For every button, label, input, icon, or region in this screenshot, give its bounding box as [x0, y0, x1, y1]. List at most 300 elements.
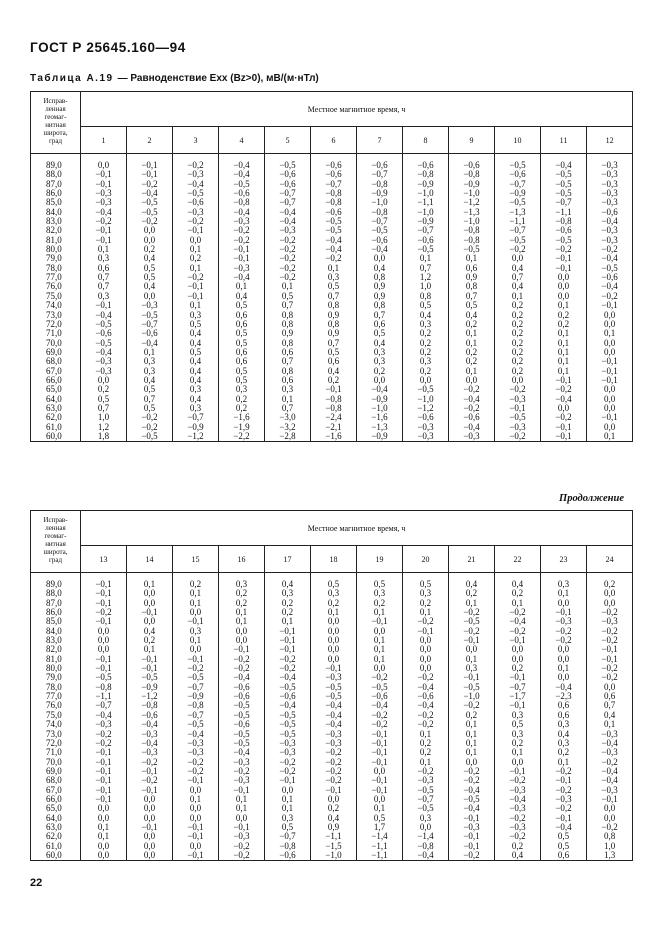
value-cell: −0,2 — [403, 711, 449, 720]
value-cell: −0,5 — [311, 226, 357, 235]
value-cell: 0,4 — [311, 367, 357, 376]
value-cell: −0,3 — [587, 180, 633, 189]
value-cell: −0,2 — [311, 748, 357, 757]
hour-header: 7 — [357, 127, 403, 154]
value-cell: −0,8 — [311, 198, 357, 207]
value-cell: −0,3 — [81, 720, 127, 729]
value-cell: 0,4 — [449, 311, 495, 320]
value-cell: 0,3 — [219, 580, 265, 589]
value-cell: −0,2 — [173, 758, 219, 767]
value-cell: −0,2 — [541, 804, 587, 813]
value-cell: −1,2 — [127, 692, 173, 701]
value-cell: 0,4 — [173, 357, 219, 366]
value-cell: −1,0 — [357, 198, 403, 207]
value-cell: 0,1 — [449, 730, 495, 739]
value-cell: 0,0 — [81, 627, 127, 636]
hour-header-row — [31, 127, 633, 154]
value-cell: −0,8 — [311, 404, 357, 413]
value-cell: −0,6 — [587, 273, 633, 282]
value-cell: 0,3 — [173, 385, 219, 394]
hour-header: 2 — [127, 127, 173, 154]
latitude-cell: 69,0 — [31, 348, 81, 357]
value-cell: −0,6 — [403, 692, 449, 701]
value-cell: −0,3 — [173, 739, 219, 748]
value-cell: 0,5 — [541, 842, 587, 851]
value-cell: −0,2 — [587, 823, 633, 832]
value-cell: 0,2 — [495, 842, 541, 851]
latitude-cell: 63,0 — [31, 823, 81, 832]
value-cell: 0,0 — [541, 404, 587, 413]
value-cell: −0,1 — [357, 617, 403, 626]
value-cell: 0,7 — [587, 701, 633, 710]
value-cell: −0,8 — [403, 170, 449, 179]
value-cell: −0,4 — [311, 711, 357, 720]
value-cell: −0,1 — [495, 767, 541, 776]
value-cell: 0,3 — [357, 357, 403, 366]
value-cell: 0,5 — [357, 580, 403, 589]
value-cell: −0,3 — [495, 786, 541, 795]
value-cell: 0,5 — [127, 273, 173, 282]
latitude-cell: 82,0 — [31, 645, 81, 654]
value-cell: 0,1 — [541, 664, 587, 673]
value-cell: 0,1 — [449, 748, 495, 757]
latitude-cell: 60,0 — [31, 432, 81, 442]
value-cell: −0,5 — [127, 432, 173, 442]
value-cell: −1,5 — [311, 842, 357, 851]
value-cell: 0,0 — [541, 292, 587, 301]
value-cell: 0,5 — [311, 282, 357, 291]
value-cell: −0,4 — [265, 217, 311, 226]
latitude-cell: 85,0 — [31, 617, 81, 626]
hour-header: 13 — [81, 546, 127, 573]
value-cell: 0,6 — [449, 264, 495, 273]
value-cell: −0,2 — [127, 776, 173, 785]
value-cell: −0,3 — [311, 730, 357, 739]
value-cell: −0,4 — [311, 701, 357, 710]
value-cell: 0,0 — [173, 645, 219, 654]
value-cell: −0,5 — [403, 245, 449, 254]
value-cell: −0,6 — [219, 720, 265, 729]
value-cell: −0,3 — [587, 617, 633, 626]
value-cell: −0,9 — [403, 217, 449, 226]
value-cell: −0,3 — [449, 432, 495, 442]
header-row — [31, 92, 633, 127]
value-cell: −0,1 — [265, 636, 311, 645]
value-cell: 0,2 — [403, 599, 449, 608]
value-cell: −0,3 — [403, 776, 449, 785]
value-cell: −0,6 — [265, 180, 311, 189]
value-cell: 0,0 — [173, 786, 219, 795]
value-cell: −0,8 — [357, 208, 403, 217]
value-cell: −0,3 — [587, 198, 633, 207]
value-cell: −0,2 — [311, 776, 357, 785]
value-cell: 0,3 — [173, 627, 219, 636]
value-cell: −0,5 — [541, 170, 587, 179]
latitude-cell: 66,0 — [31, 795, 81, 804]
value-cell: 0,8 — [357, 273, 403, 282]
value-cell: 0,9 — [311, 823, 357, 832]
value-cell: 0,3 — [357, 348, 403, 357]
value-cell: 0,1 — [81, 245, 127, 254]
value-cell: 0,7 — [127, 395, 173, 404]
value-cell: 0,0 — [81, 636, 127, 645]
value-cell: −0,2 — [127, 217, 173, 226]
value-cell: −0,6 — [449, 161, 495, 170]
value-cell: −0,3 — [541, 617, 587, 626]
value-cell: −0,3 — [81, 189, 127, 198]
value-cell: −0,3 — [219, 264, 265, 273]
value-cell: −0,2 — [587, 627, 633, 636]
value-cell: 0,3 — [541, 580, 587, 589]
value-cell: 0,4 — [127, 282, 173, 291]
value-cell: 0,0 — [311, 627, 357, 636]
value-cell: 0,1 — [541, 339, 587, 348]
value-cell: −1,0 — [449, 189, 495, 198]
value-cell: −0,4 — [127, 339, 173, 348]
page-number: 22 — [30, 877, 43, 889]
value-cell: −0,3 — [587, 786, 633, 795]
header-row — [31, 511, 633, 546]
value-cell: −0,1 — [81, 301, 127, 310]
value-cell: 0,4 — [403, 311, 449, 320]
value-cell: −0,3 — [587, 748, 633, 757]
value-cell: −0,5 — [219, 180, 265, 189]
value-cell: −0,1 — [265, 776, 311, 785]
value-cell: 0,0 — [587, 404, 633, 413]
value-cell: 0,0 — [357, 254, 403, 263]
value-cell: 0,0 — [449, 758, 495, 767]
value-cell: −0,1 — [449, 814, 495, 823]
value-cell: 0,6 — [81, 264, 127, 273]
value-cell: −1,3 — [357, 423, 403, 432]
value-cell: 0,2 — [173, 254, 219, 263]
value-cell: −0,2 — [449, 627, 495, 636]
hour-header: 8 — [403, 127, 449, 154]
value-cell: 0,2 — [265, 608, 311, 617]
value-cell: 0,9 — [449, 273, 495, 282]
value-cell: 0,5 — [127, 385, 173, 394]
value-cell: −0,8 — [357, 180, 403, 189]
latitude-cell: 89,0 — [31, 580, 81, 589]
value-cell: −0,8 — [219, 198, 265, 207]
value-cell: −0,1 — [127, 170, 173, 179]
value-cell: −0,9 — [403, 180, 449, 189]
value-cell: −0,8 — [541, 217, 587, 226]
value-cell: 0,1 — [265, 617, 311, 626]
value-cell: 0,1 — [265, 795, 311, 804]
value-cell: 0,6 — [219, 357, 265, 366]
value-cell: 0,8 — [357, 301, 403, 310]
value-cell: −0,2 — [127, 758, 173, 767]
latitude-cell: 70,0 — [31, 758, 81, 767]
value-cell: −0,2 — [173, 664, 219, 673]
value-cell: −0,2 — [173, 161, 219, 170]
value-cell: −0,3 — [449, 823, 495, 832]
value-cell: 0,1 — [219, 282, 265, 291]
value-cell: 0,0 — [311, 636, 357, 645]
value-cell: 0,0 — [587, 599, 633, 608]
value-cell: 0,7 — [81, 282, 127, 291]
value-cell: −0,1 — [81, 170, 127, 179]
value-cell: −0,1 — [311, 786, 357, 795]
value-cell: 0,3 — [495, 730, 541, 739]
value-cell: 0,0 — [587, 814, 633, 823]
value-cell: −0,2 — [219, 226, 265, 235]
value-cell: −0,1 — [357, 748, 403, 757]
value-cell: −0,8 — [311, 189, 357, 198]
value-cell: −0,6 — [219, 683, 265, 692]
value-cell: −0,2 — [587, 664, 633, 673]
value-cell: −0,2 — [495, 627, 541, 636]
value-cell: 0,0 — [541, 645, 587, 654]
value-cell: −0,6 — [587, 208, 633, 217]
value-cell: 0,5 — [81, 395, 127, 404]
value-cell: 0,0 — [127, 842, 173, 851]
value-cell: 0,3 — [265, 814, 311, 823]
value-cell: 0,2 — [403, 348, 449, 357]
value-cell: −0,5 — [265, 161, 311, 170]
value-cell: 1,3 — [587, 851, 633, 861]
latitude-cell: 75,0 — [31, 292, 81, 301]
value-cell: 0,1 — [173, 795, 219, 804]
value-cell: 0,3 — [311, 589, 357, 598]
value-cell: 0,0 — [587, 683, 633, 692]
value-cell: −0,3 — [403, 432, 449, 442]
value-cell: −0,4 — [173, 180, 219, 189]
value-cell: −0,4 — [403, 683, 449, 692]
value-cell: −0,5 — [81, 339, 127, 348]
value-cell: −0,1 — [81, 758, 127, 767]
value-cell: 0,1 — [449, 367, 495, 376]
value-cell: 0,4 — [587, 711, 633, 720]
value-cell: −0,4 — [449, 395, 495, 404]
hour-header: 17 — [265, 546, 311, 573]
value-cell: 0,2 — [357, 367, 403, 376]
value-cell: −0,5 — [311, 692, 357, 701]
value-cell: 0,1 — [173, 636, 219, 645]
value-cell: 0,5 — [449, 301, 495, 310]
value-cell: −0,8 — [265, 842, 311, 851]
value-cell: −0,4 — [81, 311, 127, 320]
value-cell: −0,4 — [311, 720, 357, 729]
latitude-column-header: Исправ- ленная геомаг- нитная широта, град — [31, 511, 81, 573]
value-cell: 1,0 — [403, 282, 449, 291]
value-cell: −0,5 — [81, 673, 127, 682]
value-cell: 0,0 — [403, 823, 449, 832]
value-cell: −0,2 — [495, 385, 541, 394]
value-cell: −0,5 — [173, 189, 219, 198]
value-cell: −0,2 — [357, 720, 403, 729]
value-cell: −0,5 — [127, 208, 173, 217]
latitude-cell: 80,0 — [31, 245, 81, 254]
value-cell: −1,1 — [403, 198, 449, 207]
value-cell: 0,1 — [219, 795, 265, 804]
local-time-header: Местное магнитное время, ч — [81, 92, 633, 127]
value-cell: 0,5 — [219, 376, 265, 385]
value-cell: 0,1 — [219, 608, 265, 617]
value-cell: −0,5 — [541, 180, 587, 189]
value-cell: −0,3 — [127, 301, 173, 310]
value-cell: 0,0 — [587, 339, 633, 348]
value-cell: −0,6 — [127, 329, 173, 338]
latitude-cell: 65,0 — [31, 385, 81, 394]
hour-header: 20 — [403, 546, 449, 573]
value-cell: 0,1 — [357, 645, 403, 654]
value-cell: −0,2 — [357, 711, 403, 720]
value-cell: −2,1 — [311, 423, 357, 432]
value-cell: 0,3 — [265, 385, 311, 394]
value-cell: −0,5 — [495, 413, 541, 422]
latitude-cell: 88,0 — [31, 170, 81, 179]
value-cell: −0,9 — [357, 432, 403, 442]
value-cell: 0,4 — [311, 814, 357, 823]
value-cell: −0,3 — [311, 739, 357, 748]
value-cell: −0,1 — [587, 301, 633, 310]
value-cell: −0,3 — [587, 170, 633, 179]
value-cell: 0,7 — [403, 264, 449, 273]
value-cell: 0,0 — [495, 655, 541, 664]
value-cell: −0,5 — [173, 720, 219, 729]
value-cell: −0,5 — [265, 711, 311, 720]
value-cell: 0,1 — [449, 655, 495, 664]
value-cell: 0,1 — [541, 301, 587, 310]
value-cell: 0,9 — [357, 282, 403, 291]
value-cell: −0,7 — [403, 226, 449, 235]
value-cell: 0,0 — [127, 795, 173, 804]
value-cell: 0,4 — [357, 339, 403, 348]
value-cell: −0,1 — [173, 851, 219, 861]
value-cell: −0,6 — [357, 236, 403, 245]
value-cell: −0,5 — [311, 683, 357, 692]
value-cell: −0,2 — [541, 636, 587, 645]
value-cell: −0,4 — [587, 282, 633, 291]
value-cell: −0,1 — [449, 842, 495, 851]
value-cell: −0,9 — [357, 189, 403, 198]
value-cell: 1,2 — [403, 273, 449, 282]
value-cell: 0,0 — [587, 320, 633, 329]
value-cell: 0,0 — [311, 617, 357, 626]
value-cell: 0,1 — [311, 608, 357, 617]
latitude-cell: 86,0 — [31, 608, 81, 617]
value-cell: −0,1 — [173, 776, 219, 785]
value-cell: 0,4 — [449, 580, 495, 589]
value-cell: 0,5 — [357, 814, 403, 823]
value-cell: −1,9 — [219, 423, 265, 432]
value-cell: −0,1 — [357, 786, 403, 795]
value-cell: 0,4 — [357, 264, 403, 273]
latitude-cell: 77,0 — [31, 692, 81, 701]
value-cell: 0,4 — [173, 339, 219, 348]
value-cell: 0,1 — [587, 720, 633, 729]
value-cell: −0,1 — [541, 432, 587, 442]
value-cell: 0,4 — [495, 580, 541, 589]
value-cell: −0,5 — [357, 683, 403, 692]
value-cell: −0,2 — [219, 842, 265, 851]
value-cell: −0,4 — [219, 170, 265, 179]
value-cell: −0,3 — [311, 673, 357, 682]
latitude-cell: 79,0 — [31, 254, 81, 263]
value-cell: −0,3 — [81, 357, 127, 366]
value-cell: 0,2 — [219, 404, 265, 413]
value-cell: 0,0 — [81, 645, 127, 654]
hour-header-row — [31, 546, 633, 573]
value-cell: 0,4 — [127, 376, 173, 385]
value-cell: −1,3 — [449, 208, 495, 217]
hour-header: 4 — [219, 127, 265, 154]
latitude-cell: 72,0 — [31, 739, 81, 748]
value-cell: 0,6 — [541, 701, 587, 710]
latitude-cell: 73,0 — [31, 730, 81, 739]
value-cell: 0,2 — [495, 357, 541, 366]
value-cell: −0,2 — [265, 273, 311, 282]
value-cell: −0,7 — [265, 198, 311, 207]
value-cell: −0,7 — [403, 795, 449, 804]
value-cell: 0,6 — [219, 320, 265, 329]
latitude-cell: 62,0 — [31, 832, 81, 841]
value-cell: 0,5 — [127, 264, 173, 273]
value-cell: −0,1 — [173, 823, 219, 832]
value-cell: −0,7 — [541, 198, 587, 207]
value-cell: −1,1 — [311, 832, 357, 841]
value-cell: 0,1 — [173, 599, 219, 608]
value-cell: 0,1 — [449, 720, 495, 729]
value-cell: −0,4 — [311, 236, 357, 245]
value-cell: −0,1 — [219, 645, 265, 654]
latitude-cell: 61,0 — [31, 842, 81, 851]
latitude-cell: 61,0 — [31, 423, 81, 432]
value-cell: −0,4 — [541, 683, 587, 692]
value-cell: 1,8 — [81, 432, 127, 442]
value-cell: 0,1 — [173, 589, 219, 598]
value-cell: −0,1 — [587, 376, 633, 385]
value-cell: −0,7 — [173, 711, 219, 720]
value-cell: −1,3 — [495, 208, 541, 217]
value-cell: −1,2 — [449, 198, 495, 207]
value-cell: −0,1 — [219, 245, 265, 254]
value-cell: 0,0 — [357, 795, 403, 804]
value-cell: −0,2 — [449, 767, 495, 776]
value-cell: 0,5 — [219, 301, 265, 310]
value-cell: 0,0 — [357, 664, 403, 673]
latitude-cell: 68,0 — [31, 776, 81, 785]
table-row — [31, 432, 633, 442]
value-cell: 0,5 — [311, 580, 357, 589]
value-cell: −0,9 — [357, 395, 403, 404]
latitude-cell: 67,0 — [31, 786, 81, 795]
value-cell: 0,2 — [403, 339, 449, 348]
value-cell: −0,1 — [173, 226, 219, 235]
value-cell: −0,5 — [219, 730, 265, 739]
value-cell: −0,4 — [219, 748, 265, 757]
value-cell: 0,4 — [495, 264, 541, 273]
value-cell: 0,7 — [311, 339, 357, 348]
latitude-cell: 83,0 — [31, 217, 81, 226]
value-cell: −0,1 — [587, 367, 633, 376]
latitude-cell: 75,0 — [31, 711, 81, 720]
value-cell: 0,1 — [265, 395, 311, 404]
value-cell: 0,0 — [541, 282, 587, 291]
value-cell: 0,1 — [81, 823, 127, 832]
value-cell: −0,6 — [357, 161, 403, 170]
value-cell: 0,2 — [495, 739, 541, 748]
value-cell: −0,3 — [587, 236, 633, 245]
value-cell: 0,1 — [541, 367, 587, 376]
value-cell: 0,2 — [311, 804, 357, 813]
hour-header: 3 — [173, 127, 219, 154]
value-cell: 0,1 — [587, 432, 633, 442]
value-cell: 0,9 — [311, 311, 357, 320]
value-cell: 0,2 — [449, 589, 495, 598]
